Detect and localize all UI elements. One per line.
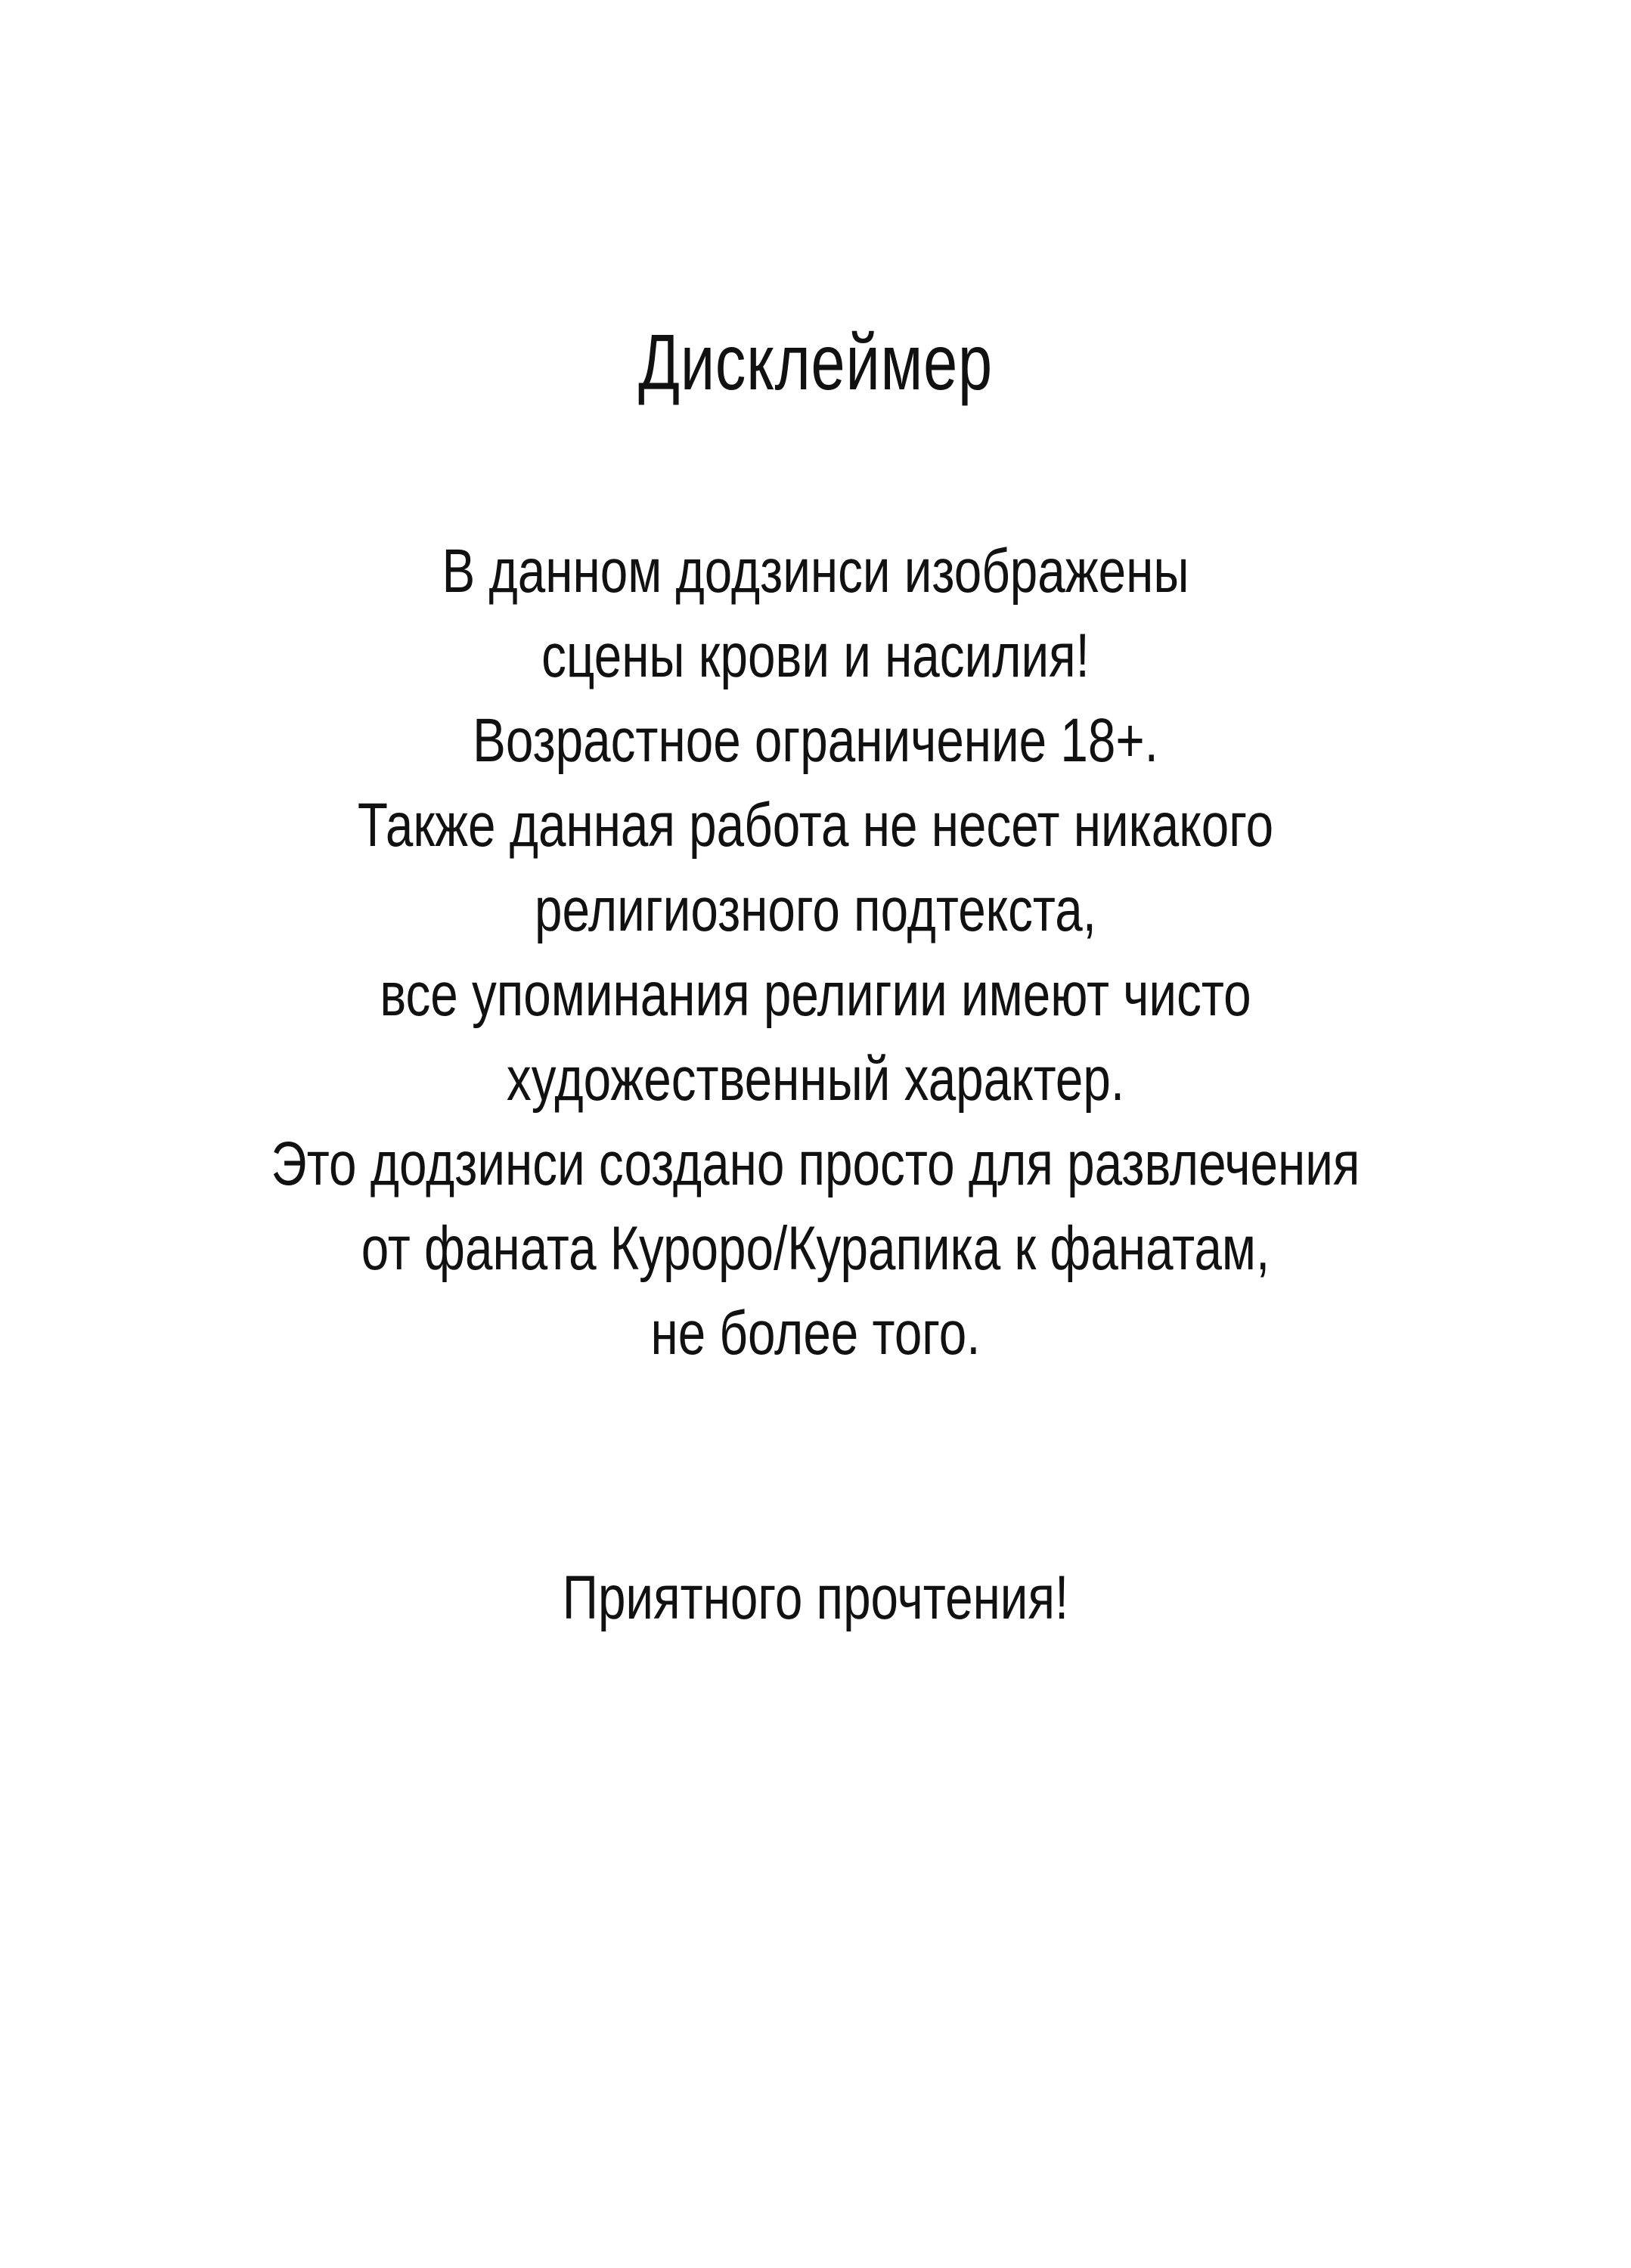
page-title: Дисклеймер [638,319,993,407]
disclaimer-line: художественный характер. [506,1045,1125,1114]
disclaimer-line: все упоминания религии имеют чисто [380,960,1251,1029]
disclaimer-line: Возрастное ограничение 18+. [473,706,1158,775]
disclaimer-line: В данном додзинси изображены [442,537,1189,606]
disclaimer-line: религиозного подтекста, [535,875,1096,944]
disclaimer-text [163,529,1468,1376]
disclaimer-line: сцены крови и насилия! [541,621,1090,690]
disclaimer-line: от фаната Куроро/Курапика к фанатам, [361,1214,1270,1283]
closing-text: Приятного прочтения! [562,1563,1069,1632]
disclaimer-line: не более того. [650,1299,981,1368]
disclaimer-line: Это додзинси создано просто для развлечения [271,1129,1360,1198]
disclaimer-line: Также данная работа не несет никакого [357,791,1274,860]
